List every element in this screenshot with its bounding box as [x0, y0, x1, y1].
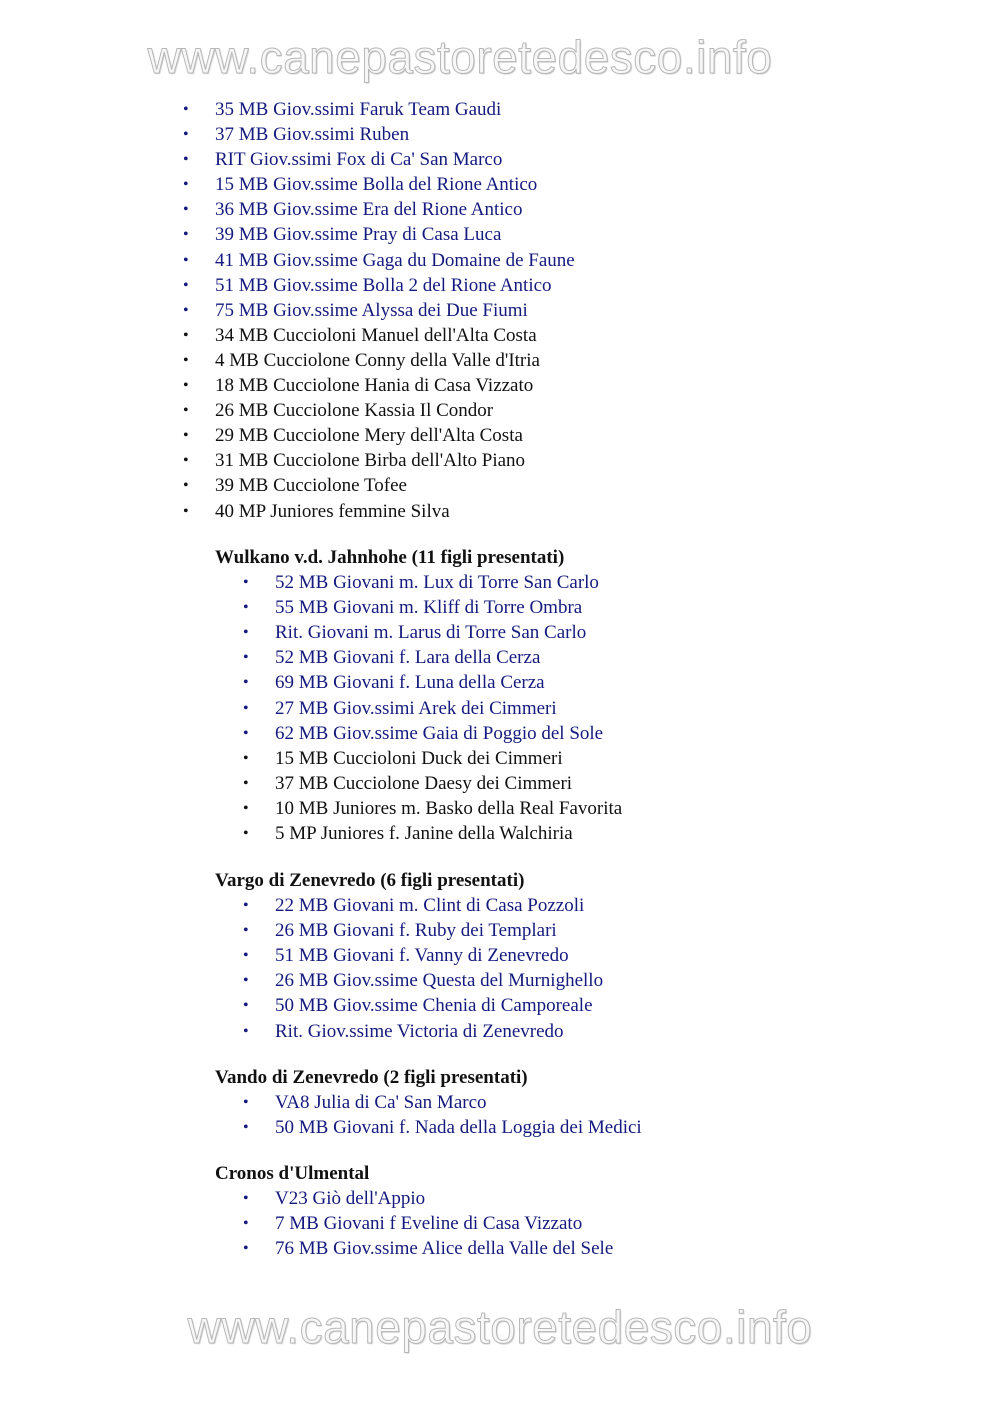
list-item [183, 97, 575, 122]
list-item-text: 15 MB Giov.ssime Bolla del Rione Antico [215, 174, 538, 196]
list-item-text: 41 MB Giov.ssime Gaga du Domaine de Faune [215, 249, 575, 271]
list-item-text: 51 MB Giov.ssime Bolla 2 del Rione Antico [215, 274, 552, 296]
section-vargo [215, 868, 603, 1044]
section-cronos [215, 1161, 613, 1261]
list-item [183, 172, 575, 197]
list-item [243, 1090, 642, 1115]
bullet-icon: • [243, 699, 249, 717]
bullet-icon: • [183, 502, 189, 520]
section-heading: Cronos d'Ulmental [215, 1163, 370, 1184]
list-item-text: 4 MB Cucciolone Conny della Valle d'Itria [215, 349, 540, 371]
list-item-text: Rit. Giov.ssime Victoria di Zenevredo [275, 1020, 564, 1042]
list-item-text: Rit. Giovani m. Larus di Torre San Carlo [275, 622, 587, 644]
list-item-text: 31 MB Cucciolone Birba dell'Alto Piano [215, 450, 526, 472]
list-item [243, 746, 622, 771]
bullet-icon: • [243, 674, 249, 692]
bullet-icon: • [243, 749, 249, 767]
bullet-icon: • [243, 1215, 249, 1233]
list-item-text: 15 MB Cuccioloni Duck dei Cimmeri [275, 747, 563, 769]
section-heading: Wulkano v.d. Jahnhohe (11 figli presentati) [215, 547, 565, 568]
list-item [183, 373, 575, 398]
list-item-text: 76 MB Giov.ssime Alice della Valle del Sele [275, 1238, 614, 1260]
section-list [243, 1090, 642, 1140]
list-item-text: 55 MB Giovani m. Kliff di Torre Ombra [275, 597, 583, 619]
list-item-text: 40 MP Juniores femmine Silva [215, 500, 450, 522]
list-item [243, 645, 622, 670]
list-item-text: 69 MB Giovani f. Luna della Cerza [275, 672, 545, 694]
bullet-icon: • [243, 774, 249, 792]
watermark-bottom: www.canepastoretedesco.info [187, 1301, 813, 1353]
bullet-icon: • [243, 897, 249, 915]
section-list [243, 570, 623, 846]
list-item-text: 27 MB Giov.ssimi Arek dei Cimmeri [275, 697, 557, 719]
list-item [243, 696, 622, 721]
list-item-text: 29 MB Cucciolone Mery dell'Alta Costa [215, 425, 523, 447]
list-item [243, 968, 604, 993]
list-item [183, 423, 575, 448]
list-item [183, 499, 575, 524]
list-item [183, 473, 575, 498]
bullet-icon: • [183, 226, 189, 244]
list-item-text: 50 MB Giov.ssime Chenia di Camporeale [275, 995, 593, 1017]
section-vando [215, 1065, 642, 1140]
list-item [183, 298, 575, 323]
list-item-text: 75 MB Giov.ssime Alyssa dei Due Fiumi [215, 299, 528, 321]
section-heading: Vargo di Zenevredo (6 figli presentati) [215, 870, 525, 891]
bullet-icon: • [243, 1190, 249, 1208]
list-item-text: V23 Giò dell'Appio [275, 1188, 426, 1210]
list-item-text: 34 MB Cuccioloni Manuel dell'Alta Costa [215, 324, 537, 346]
list-item-text: 39 MB Cucciolone Tofee [215, 475, 407, 497]
list-item [183, 323, 575, 348]
list-item [243, 1211, 613, 1236]
list-item-text: 52 MB Giovani f. Lara della Cerza [275, 647, 541, 669]
list-item-text: 5 MP Juniores f. Janine della Walchiria [275, 823, 573, 845]
bullet-icon: • [183, 276, 189, 294]
bullet-icon: • [183, 101, 189, 118]
bullet-icon: • [243, 624, 249, 642]
list-item [243, 595, 622, 620]
bullet-icon: • [183, 477, 189, 495]
list-item [183, 273, 575, 298]
bullet-icon: • [183, 301, 189, 319]
list-item [243, 1236, 614, 1261]
bullet-icon: • [243, 972, 249, 990]
list-item [243, 918, 603, 943]
list-item [183, 122, 575, 147]
bullet-icon: • [183, 452, 189, 470]
list-item-text: 18 MB Cucciolone Hania di Casa Vizzato [215, 375, 534, 397]
list-item [243, 1115, 642, 1140]
list-item [243, 620, 622, 645]
bullet-icon: • [183, 377, 189, 395]
bullet-icon: • [243, 599, 249, 617]
bullet-icon: • [243, 1240, 249, 1258]
list-item [243, 721, 622, 746]
list-item-text: RIT Giov.ssimi Fox di Ca' San Marco [215, 149, 503, 171]
list-item [183, 147, 575, 172]
section-heading: Vando di Zenevredo (2 figli presentati) [215, 1067, 528, 1088]
list-item-text: 37 MB Cucciolone Daesy dei Cimmeri [275, 772, 573, 794]
list-item-text: 37 MB Giov.ssimi Ruben [215, 124, 410, 146]
list-item-text: 36 MB Giov.ssime Era del Rione Antico [215, 199, 523, 221]
list-item-text: 10 MB Juniores m. Basko della Real Favorita [275, 797, 623, 819]
list-item [183, 222, 575, 247]
bullet-icon: • [243, 724, 249, 742]
list-item [243, 821, 622, 846]
list-item [243, 1019, 603, 1044]
bullet-icon: • [243, 1119, 249, 1137]
list-item-text: 51 MB Giovani f. Vanny di Zenevredo [275, 945, 569, 967]
section-wulkano [215, 545, 622, 846]
watermark-top: www.canepastoretedesco.info [147, 31, 773, 83]
list-item [243, 893, 603, 918]
section-list [243, 1186, 614, 1261]
bullet-icon: • [243, 649, 249, 667]
bullet-icon: • [243, 997, 249, 1015]
bullet-icon: • [243, 574, 249, 592]
bullet-icon: • [243, 825, 249, 843]
bullet-icon: • [183, 176, 189, 194]
bullet-icon: • [183, 351, 189, 369]
list-item [243, 570, 622, 595]
section-list [243, 893, 604, 1044]
bullet-icon: • [183, 326, 189, 344]
list-item [243, 993, 603, 1018]
bullet-icon: • [243, 1022, 249, 1040]
bullet-icon: • [183, 427, 189, 445]
list-item-text: 35 MB Giov.ssimi Faruk Team Gaudi [215, 99, 502, 120]
bullet-icon: • [183, 251, 189, 269]
bullet-icon: • [183, 126, 189, 144]
bullet-icon: • [243, 799, 249, 817]
list-item [183, 448, 575, 473]
list-item-text: 62 MB Giov.ssime Gaia di Poggio del Sole [275, 722, 604, 744]
list-item [243, 943, 603, 968]
list-item [183, 248, 575, 273]
list-item [243, 670, 622, 695]
bullet-icon: • [183, 201, 189, 219]
list-item [183, 348, 575, 373]
results-list-top [183, 97, 575, 524]
bullet-icon: • [243, 1094, 249, 1112]
list-item-text: 39 MB Giov.ssime Pray di Casa Luca [215, 224, 502, 246]
bullet-icon: • [243, 922, 249, 940]
list-item [243, 796, 623, 821]
list-item [183, 197, 575, 222]
list-item-text: 50 MB Giovani f. Nada della Loggia dei Medici [275, 1117, 642, 1139]
list-item [183, 398, 575, 423]
bullet-icon: • [183, 151, 189, 169]
bullet-icon: • [183, 402, 189, 420]
list-item [243, 771, 622, 796]
list-item-text: VA8 Julia di Ca' San Marco [275, 1092, 487, 1114]
list-item-text: 7 MB Giovani f Eveline di Casa Vizzato [275, 1213, 583, 1235]
bullet-icon: • [243, 947, 249, 965]
list-item-text: 52 MB Giovani m. Lux di Torre San Carlo [275, 572, 599, 594]
list-item-text: 26 MB Cucciolone Kassia Il Condor [215, 400, 494, 422]
list-item-text: 26 MB Giovani f. Ruby dei Templari [275, 920, 557, 942]
list-item-text: 26 MB Giov.ssime Questa del Murnighello [275, 970, 604, 992]
list-item [243, 1186, 613, 1211]
list-item-text: 22 MB Giovani m. Clint di Casa Pozzoli [275, 895, 585, 917]
